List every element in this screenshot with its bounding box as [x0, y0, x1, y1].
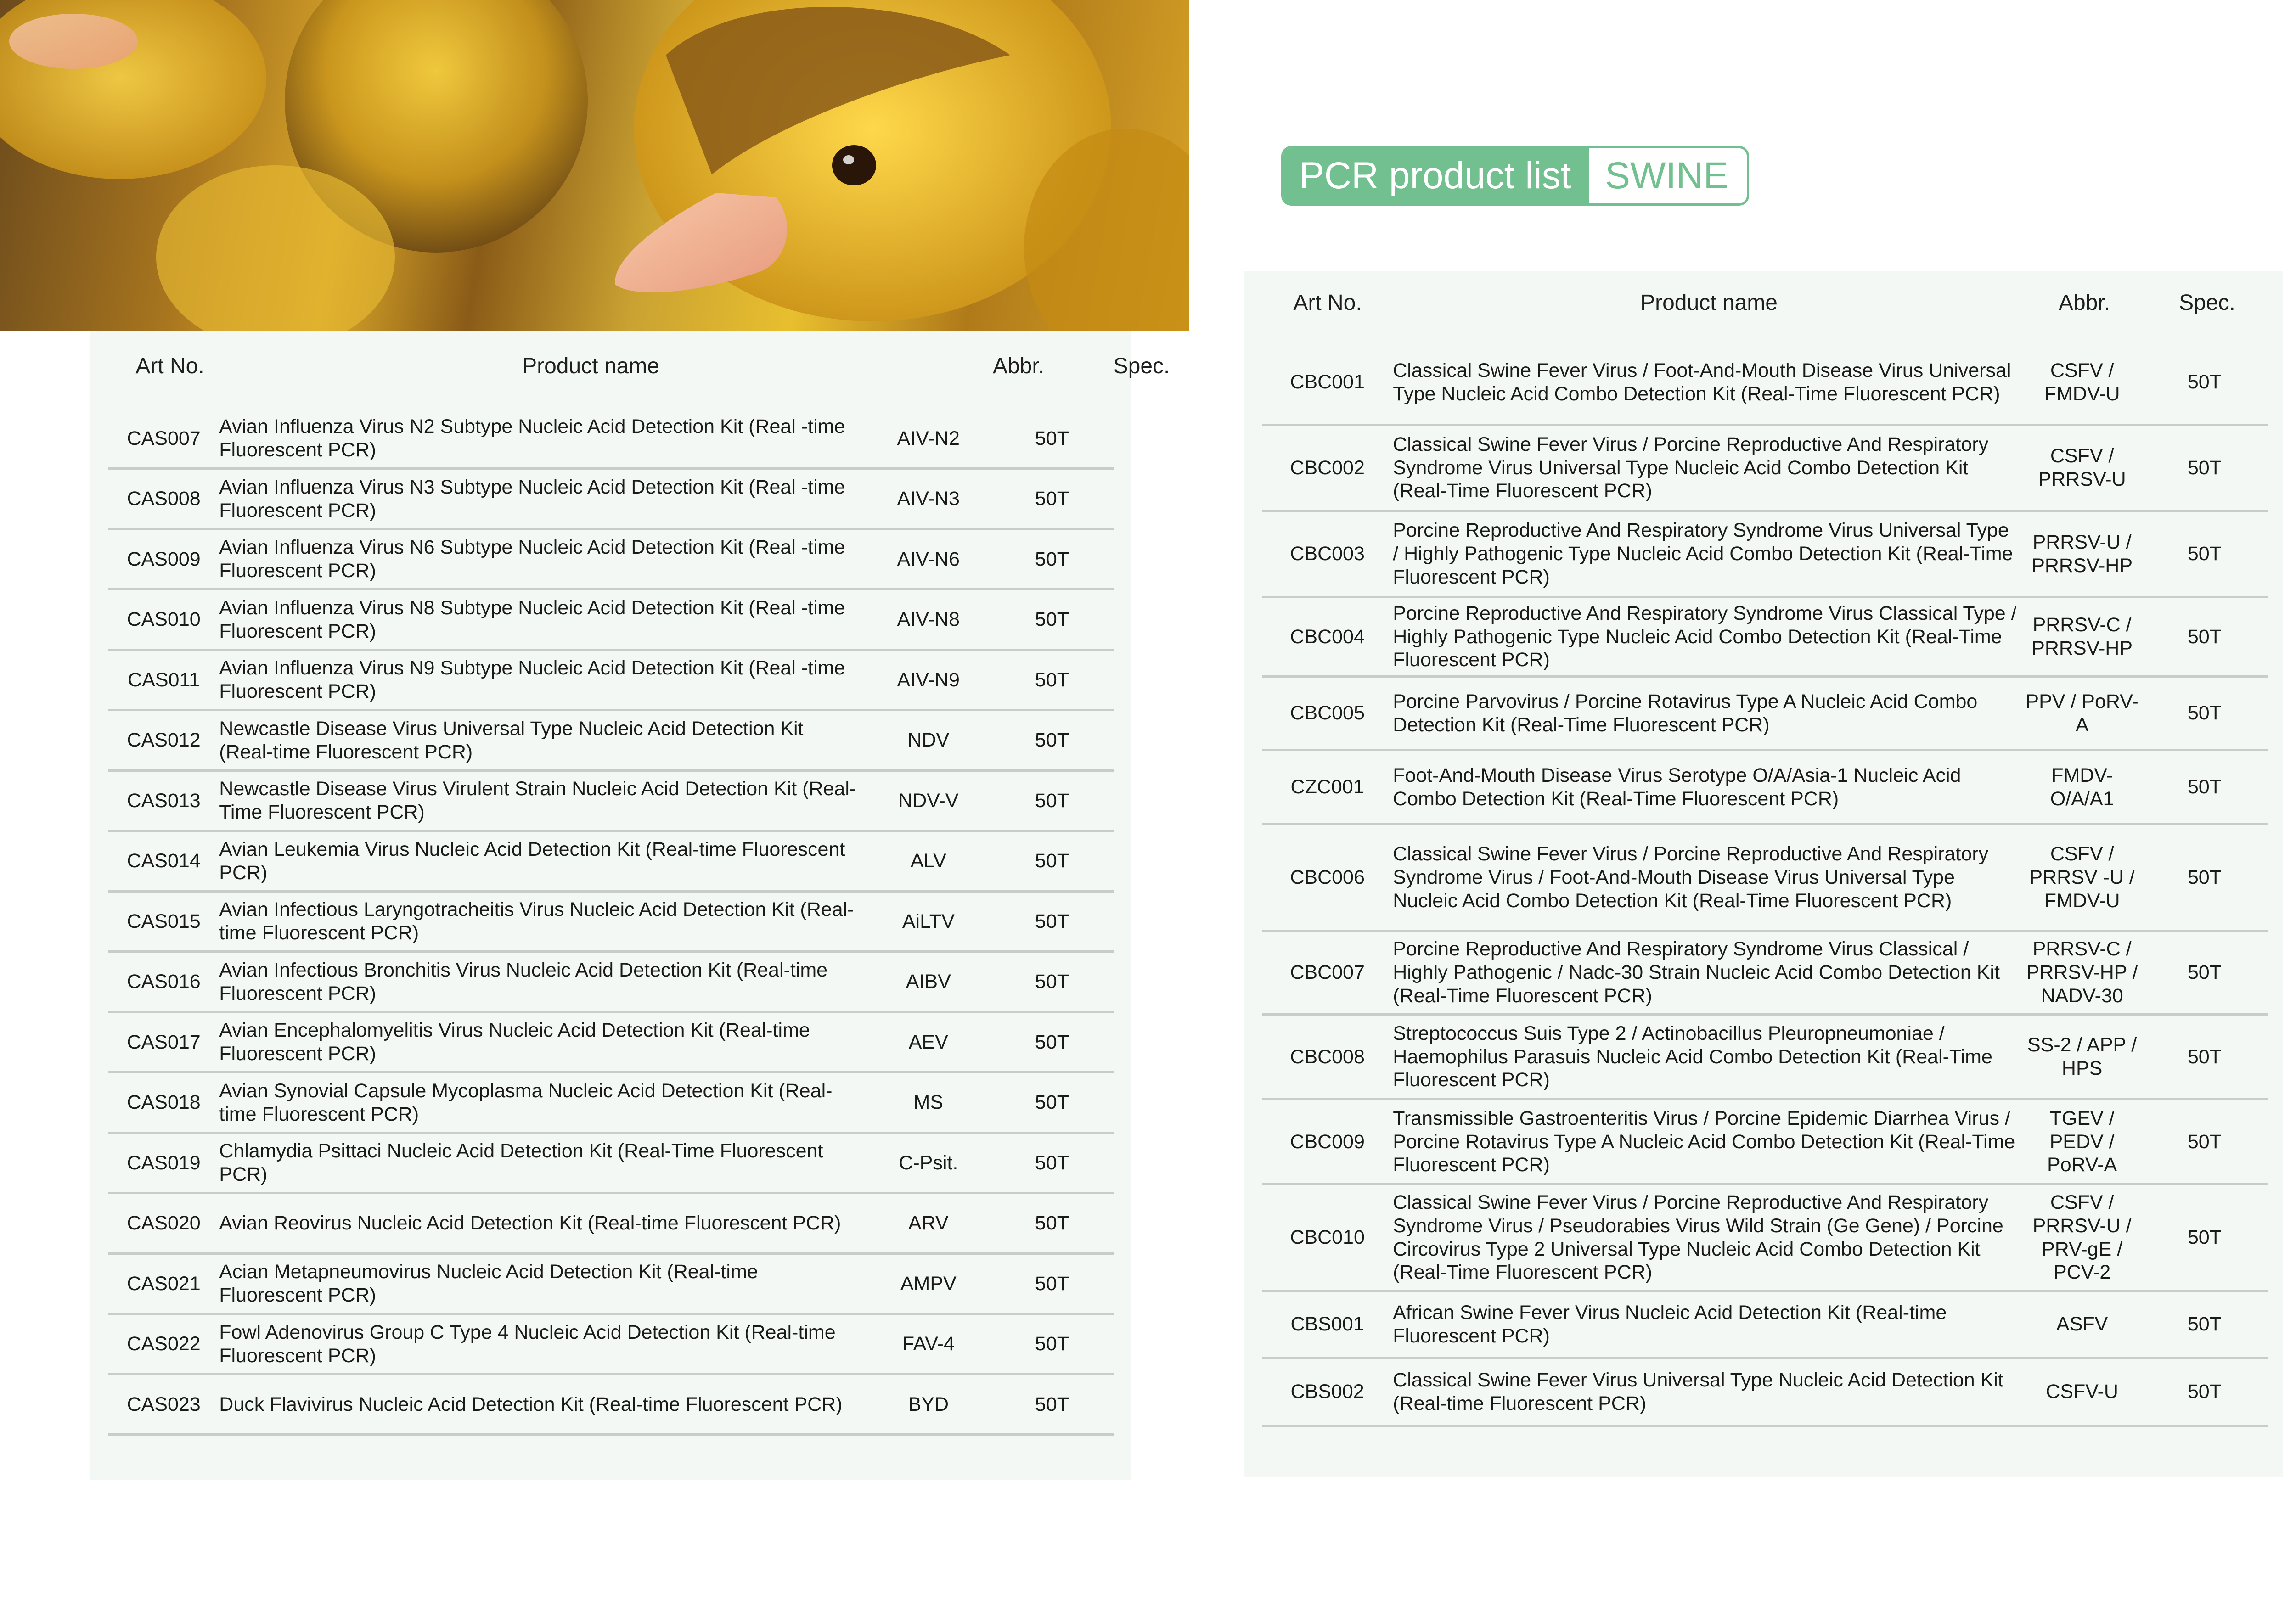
product-name-cell: Avian Reovirus Nucleic Acid Detection Kit (Real-time Fluorescent PCR): [219, 1212, 841, 1235]
spec-cell: 50T: [1035, 1272, 1069, 1295]
art-no-cell: CAS015: [127, 910, 201, 932]
table-row: [108, 772, 1114, 832]
product-name-cell: Avian Influenza Virus N2 Subtype Nucleic Acid Detection Kit (Real -time Fluorescent PCR): [219, 415, 845, 461]
abbr-cell: NDV: [907, 729, 950, 752]
product-name-cell: Chlamydia Psittaci Nucleic Acid Detection Kit (Real-Time Fluorescent PCR): [219, 1140, 823, 1185]
abbr-cell: AIV-N6: [897, 548, 960, 570]
abbr-cell: PRRSV-C / PRRSV-HP: [2032, 614, 2133, 659]
product-name-cell: Fowl Adenovirus Group C Type 4 Nucleic Acid Detection Kit (Real-time Fluorescent PCR): [219, 1321, 836, 1367]
art-no-cell: CAS021: [127, 1272, 201, 1295]
art-no-cell: CAS007: [127, 427, 201, 449]
art-no-cell: CBC010: [1290, 1226, 1365, 1249]
product-name-cell: Classical Swine Fever Virus / Porcine Reproductive And Respiratory Syndrome Virus / Pseudorabies Virus Wild Strain (Ge Gene) / Porcine Circovirus Type 2 Universal Type Nucleic Acid Combo Detection Kit (Real-Time Fluorescent PCR): [1393, 1191, 2003, 1284]
art-no-cell: CAS009: [127, 548, 201, 570]
art-no-cell: CBC006: [1290, 866, 1365, 889]
abbr-cell: ALV: [910, 850, 946, 872]
art-no-cell: CBC004: [1290, 625, 1365, 648]
abbr-cell: AIV-N2: [897, 427, 960, 449]
abbr-cell: CSFV / PRRSV-U: [2038, 445, 2126, 490]
product-name-cell: Classical Swine Fever Virus / Foot-And-Mouth Disease Virus Universal Type Nucleic Acid Combo Detection Kit (Real-Time Fluorescent PCR): [1393, 359, 2011, 405]
product-name-cell: Newcastle Disease Virus Virulent Strain Nucleic Acid Detection Kit (Real-Time Fluorescent PCR): [219, 778, 856, 823]
product-name-cell: Classical Swine Fever Virus / Porcine Reproductive And Respiratory Syndrome Virus Universal Type Nucleic Acid Combo Detection Kit (Real-Time Fluorescent PCR): [1393, 433, 1989, 502]
product-name-cell: Avian Infectious Bronchitis Virus Nucleic Acid Detection Kit (Real-time Fluorescent PCR): [219, 959, 828, 1005]
header-abbr: Abbr.: [2058, 291, 2110, 315]
abbr-cell: SS-2 / APP / HPS: [2027, 1034, 2137, 1079]
spec-cell: 50T: [1035, 548, 1069, 570]
art-no-cell: CAS022: [127, 1333, 201, 1355]
art-no-cell: CAS008: [127, 488, 201, 510]
art-no-cell: CBC005: [1290, 702, 1365, 724]
abbr-cell: AEV: [908, 1031, 948, 1053]
product-name-cell: Foot-And-Mouth Disease Virus Serotype O/A/Asia-1 Nucleic Acid Combo Detection Kit (Real-Time Fluorescent PCR): [1393, 764, 1961, 810]
table-row: [108, 712, 1114, 772]
table-row: [108, 1255, 1114, 1315]
art-no-cell: CBC001: [1290, 371, 1365, 393]
table-row: [1262, 1185, 2268, 1292]
art-no-cell: CBS002: [1290, 1381, 1364, 1403]
table-row: [108, 651, 1114, 711]
product-name-cell: Avian Influenza Virus N3 Subtype Nucleic Acid Detection Kit (Real -time Fluorescent PCR): [219, 476, 845, 522]
spec-cell: 50T: [1035, 1393, 1069, 1415]
abbr-cell: CSFV / PRRSV-U / PRV-gE / PCV-2: [2032, 1191, 2132, 1284]
abbr-cell: PRRSV-C / PRRSV-HP / NADV-30: [2026, 938, 2138, 1007]
product-name-cell: Acian Metapneumovirus Nucleic Acid Detection Kit (Real-time Fluorescent PCR): [219, 1261, 758, 1306]
product-name-cell: Avian Synovial Capsule Mycoplasma Nucleic Acid Detection Kit (Real-time Fluorescent PCR): [219, 1079, 833, 1125]
product-name-cell: Avian Encephalomyelitis Virus Nucleic Acid Detection Kit (Real-time Fluorescent PCR): [219, 1019, 810, 1065]
spec-cell: 50T: [2187, 625, 2222, 648]
art-no-cell: CAS011: [128, 668, 200, 691]
product-name-cell: Porcine Reproductive And Respiratory Syndrome Virus Classical / Highly Pathogenic / Nadc-30 Strain Nucleic Acid Combo Detection Kit (Real-Time Fluorescent PCR): [1393, 938, 2000, 1007]
product-name-cell: Avian Infectious Laryngotracheitis Virus Nucleic Acid Detection Kit (Real-time Fluorescent PCR): [219, 898, 854, 944]
header-product-name: Product name: [522, 354, 659, 378]
art-no-cell: CZC001: [1290, 776, 1364, 798]
abbr-cell: AIBV: [906, 971, 951, 993]
spec-cell: 50T: [2187, 1045, 2222, 1068]
table-row: [1262, 932, 2268, 1016]
table-row: [108, 1134, 1114, 1194]
abbr-cell: TGEV / PEDV / PoRV-A: [2047, 1107, 2117, 1176]
table-row: [1262, 1100, 2268, 1185]
product-name-cell: Classical Swine Fever Virus / Porcine Reproductive And Respiratory Syndrome Virus / Foot-And-Mouth Disease Virus Universal Type Nucleic Acid Combo Detection Kit (Real-Time Fluorescent PCR): [1393, 843, 1989, 912]
table-row: [108, 591, 1114, 651]
abbr-cell: AIV-N9: [897, 668, 960, 691]
spec-cell: 50T: [1035, 668, 1069, 691]
product-name-cell: Newcastle Disease Virus Universal Type Nucleic Acid Detection Kit (Real-time Fluorescent PCR): [219, 717, 804, 763]
header-art-no: Art No.: [1293, 291, 1362, 315]
art-no-cell: CBS001: [1290, 1313, 1364, 1336]
header-abbr: Abbr.: [992, 354, 1045, 378]
spec-cell: 50T: [1035, 488, 1069, 510]
table-row: [108, 1315, 1114, 1375]
swine-product-table: [1244, 271, 2283, 1477]
spec-cell: 50T: [1035, 1031, 1069, 1053]
spec-cell: 50T: [2187, 1130, 2222, 1153]
table-row: [108, 1375, 1114, 1436]
table-row: [108, 832, 1114, 893]
abbr-cell: AIV-N3: [897, 488, 960, 510]
spec-cell: 50T: [2187, 1313, 2222, 1336]
table-row: [108, 410, 1114, 470]
table-row: [1262, 341, 2268, 426]
header-product-name: Product name: [1640, 291, 1778, 315]
table-row: [1262, 751, 2268, 825]
abbr-cell: CSFV / PRRSV -U / FMDV-U: [2029, 843, 2135, 912]
art-no-cell: CAS023: [127, 1393, 201, 1415]
spec-cell: 50T: [1035, 608, 1069, 631]
product-name-cell: Porcine Reproductive And Respiratory Syndrome Virus Classical Type / Highly Pathogenic Type Nucleic Acid Combo Detection Kit (Real-Time Fluorescent PCR): [1393, 602, 2017, 671]
spec-cell: 50T: [1035, 1333, 1069, 1355]
product-name-cell: Transmissible Gastroenteritis Virus / Porcine Epidemic Diarrhea Virus / Porcine Rotavirus Type A Nucleic Acid Combo Detection Kit (Real-Time Fluorescent PCR): [1393, 1107, 2015, 1176]
product-name-cell: Streptococcus Suis Type 2 / Actinobacillus Pleuropneumoniae / Haemophilus Parasuis Nucleic Acid Combo Detection Kit (Real-Time Fluorescent PCR): [1393, 1022, 1992, 1091]
art-no-cell: CAS012: [127, 729, 201, 752]
spec-cell: 50T: [1035, 427, 1069, 449]
table-row: [1262, 512, 2268, 598]
spec-cell: 50T: [1035, 850, 1069, 872]
art-no-cell: CBC008: [1290, 1045, 1365, 1068]
product-name-cell: Porcine Parvovirus / Porcine Rotavirus Type A Nucleic Acid Combo Detection Kit (Real-Time Fluorescent PCR): [1393, 690, 1978, 736]
table-row: [108, 1074, 1114, 1134]
table-row: [1262, 1292, 2268, 1359]
spec-cell: 50T: [2187, 1226, 2222, 1249]
product-name-cell: Avian Influenza Virus N8 Subtype Nucleic Acid Detection Kit (Real -time Fluorescent PCR): [219, 596, 845, 642]
art-no-cell: CBC003: [1290, 543, 1365, 565]
spec-cell: 50T: [2187, 866, 2222, 889]
art-no-cell: CBC007: [1290, 961, 1365, 984]
product-name-cell: Classical Swine Fever Virus Universal Type Nucleic Acid Detection Kit (Real-time Fluorescent PCR): [1393, 1369, 2003, 1415]
abbr-cell: MS: [913, 1091, 944, 1114]
ducklings-illustration: [0, 0, 1189, 331]
abbr-cell: ASFV: [2056, 1313, 2108, 1336]
spec-cell: 50T: [1035, 789, 1069, 812]
spec-cell: 50T: [1035, 1151, 1069, 1174]
spec-cell: 50T: [2187, 776, 2222, 798]
spec-cell: 50T: [1035, 910, 1069, 932]
art-no-cell: CAS013: [127, 789, 201, 812]
badge-label: PCR product list: [1283, 148, 1589, 203]
spec-cell: 50T: [2187, 543, 2222, 565]
art-no-cell: CAS010: [127, 608, 201, 631]
table-row: [108, 1195, 1114, 1255]
abbr-cell: PPV / PoRV-A: [2026, 690, 2138, 736]
art-no-cell: CAS016: [127, 971, 201, 993]
product-name-cell: Avian Influenza Virus N9 Subtype Nucleic Acid Detection Kit (Real -time Fluorescent PCR): [219, 657, 845, 702]
table-row: [108, 470, 1114, 530]
badge-category: SWINE: [1589, 148, 1747, 203]
table-row: [1262, 598, 2268, 678]
table-row: [1262, 1016, 2268, 1100]
abbr-cell: AMPV: [900, 1272, 957, 1295]
art-no-cell: CAS020: [127, 1212, 201, 1235]
abbr-cell: NDV-V: [898, 789, 959, 812]
product-name-cell: Duck Flavivirus Nucleic Acid Detection Kit (Real-time Fluorescent PCR): [219, 1393, 843, 1415]
table-row: [1262, 825, 2268, 932]
spec-cell: 50T: [1035, 729, 1069, 752]
product-name-cell: African Swine Fever Virus Nucleic Acid Detection Kit (Real-time Fluorescent PCR): [1393, 1301, 1947, 1347]
table-row: [108, 893, 1114, 953]
spec-cell: 50T: [2187, 456, 2222, 479]
table-row: [108, 530, 1114, 590]
art-no-cell: CAS017: [127, 1031, 201, 1053]
ducklings-photo: [0, 0, 1189, 331]
spec-cell: 50T: [1035, 1091, 1069, 1114]
art-no-cell: CBC002: [1290, 456, 1365, 479]
spec-cell: 50T: [2187, 961, 2222, 984]
abbr-cell: CSFV-U: [2046, 1381, 2118, 1403]
abbr-cell: PRRSV-U / PRRSV-HP: [2032, 531, 2133, 577]
table-row: [1262, 426, 2268, 512]
abbr-cell: AIV-N8: [897, 608, 960, 631]
spec-cell: 50T: [2187, 702, 2222, 724]
title-badge: [1281, 146, 1749, 206]
abbr-cell: FAV-4: [902, 1333, 955, 1355]
product-name-cell: Avian Leukemia Virus Nucleic Acid Detection Kit (Real-time Fluorescent PCR): [219, 838, 845, 884]
table-row: [1262, 678, 2268, 751]
abbr-cell: C-Psit.: [899, 1151, 958, 1174]
abbr-cell: AiLTV: [902, 910, 955, 932]
art-no-cell: CAS014: [127, 850, 201, 872]
spec-cell: 50T: [2187, 371, 2222, 393]
header-art-no: Art No.: [135, 354, 204, 378]
spec-cell: 50T: [1035, 971, 1069, 993]
table-row: [108, 1013, 1114, 1073]
table-row: [1262, 1359, 2268, 1427]
poultry-product-table: [90, 331, 1170, 1480]
spec-cell: 50T: [1035, 1212, 1069, 1235]
product-name-cell: Porcine Reproductive And Respiratory Syndrome Virus Universal Type / Highly Pathogenic Type Nucleic Acid Combo Detection Kit (Real-Time Fluorescent PCR): [1393, 519, 2013, 588]
header-spec: Spec.: [2179, 291, 2235, 315]
abbr-cell: BYD: [908, 1393, 949, 1415]
abbr-cell: FMDV-O/A/A1: [2050, 764, 2114, 810]
abbr-cell: ARV: [908, 1212, 949, 1235]
art-no-cell: CAS019: [127, 1151, 201, 1174]
art-no-cell: CBC009: [1290, 1130, 1365, 1153]
art-no-cell: CAS018: [127, 1091, 201, 1114]
table-row: [108, 953, 1114, 1013]
spec-cell: 50T: [2187, 1381, 2222, 1403]
product-name-cell: Avian Influenza Virus N6 Subtype Nucleic Acid Detection Kit (Real -time Fluorescent PCR): [219, 536, 845, 582]
abbr-cell: CSFV / FMDV-U: [2044, 359, 2120, 405]
header-spec: Spec.: [1113, 354, 1170, 378]
